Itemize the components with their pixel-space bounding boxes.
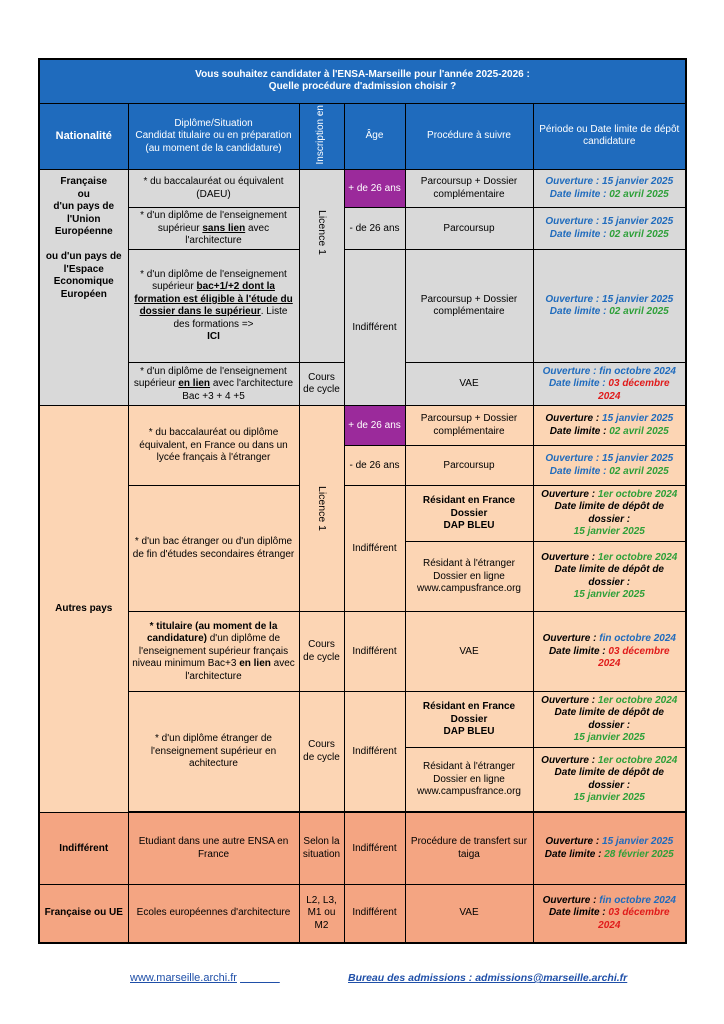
header-periode: Période ou Date limite de dépôt candidature <box>533 103 686 170</box>
g1-r2-dip-a: * d'un diplôme de l'enseignement supérieur <box>140 210 287 234</box>
g2-r2-proc: Parcoursup <box>405 446 533 486</box>
g2-r5-lim: 03 décembre 2024 <box>598 645 670 670</box>
g1-nationalite <box>39 170 128 406</box>
label-ouverture: Ouverture : <box>545 293 600 305</box>
label-ouverture: Ouverture : <box>541 694 596 706</box>
g3-age: Indifférent <box>344 813 405 885</box>
header-nationalite: Nationalité <box>39 103 128 170</box>
g2-r4-proc-c[interactable]: www.campusfrance.org <box>417 583 521 595</box>
g2-r6-age: Indifférent <box>344 692 405 812</box>
table-row <box>39 406 686 446</box>
header-inscription <box>299 103 344 170</box>
g2-r7-proc-c[interactable]: www.campusfrance.org <box>417 786 521 798</box>
g1-nat-d: ou d'un pays de l'Espace Economique Européen <box>45 251 122 300</box>
g2-r1-age: + de 26 ans <box>344 406 405 446</box>
g4-dates <box>533 885 686 943</box>
g4-age: Indifférent <box>344 885 405 943</box>
g2-r1-proc: Parcoursup + Dossier complémentaire <box>405 406 533 446</box>
g2-r7-proc-a: Résidant à l'étranger <box>423 761 515 773</box>
label-date-limite-depot: Date limite de dépôt de dossier : <box>554 707 664 731</box>
g2-r4-ouv: 1er octobre 2024 <box>597 551 678 563</box>
g2-r4-lim: 15 janvier 2025 <box>573 589 645 601</box>
label-ouverture: Ouverture : <box>545 836 600 848</box>
g4-diplome: Ecoles européennes d'architecture <box>128 885 299 943</box>
g2-r6-lim: 15 janvier 2025 <box>573 732 645 744</box>
g2-r5-dip-c: en lien <box>239 658 271 670</box>
g2-r1-dates <box>533 406 686 446</box>
g1-r2-dip-c: avec l'architecture <box>185 222 270 247</box>
header-age: Âge <box>344 103 405 170</box>
footer-admissions <box>348 972 627 984</box>
g2-r3-proc-a: Résidant en France <box>422 495 516 507</box>
g2-r7-lim: 15 janvier 2025 <box>573 792 645 804</box>
g1-r1-dates <box>533 170 686 208</box>
g2-r5-age: Indifférent <box>344 612 405 692</box>
g2-r5-dip-a: * titulaire (au moment de la candidature) <box>146 620 278 645</box>
g1-nat-c: d'un pays de l'Union Européenne <box>53 201 115 238</box>
website-underline <box>240 972 280 984</box>
g2-r5-ouv: fin octobre 2024 <box>599 633 676 645</box>
label-date-limite-depot: Date limite de dépôt de dossier : <box>554 501 664 525</box>
table-row <box>39 208 686 250</box>
g1-r4-lim: 03 décembre 2024 <box>598 378 670 402</box>
table-row <box>39 486 686 542</box>
g1-r3-age: Indifférent <box>344 250 405 406</box>
label-ouverture: Ouverture : <box>541 754 596 766</box>
header-procedure: Procédure à suivre <box>405 103 533 170</box>
g2-r2-age: - de 26 ans <box>344 446 405 486</box>
g2-r3-lim: 15 janvier 2025 <box>573 526 645 538</box>
g2-r5-diplome <box>128 612 299 692</box>
table-title <box>39 59 686 103</box>
g2-r6-proc <box>405 692 533 748</box>
g2-cours-cycle-b: Cours de cycle <box>299 692 344 812</box>
g2-inscription <box>299 406 344 612</box>
g1-r2-proc: Parcoursup <box>405 208 533 250</box>
g1-r2-age: - de 26 ans <box>344 208 405 250</box>
label-date-limite: Date limite : <box>548 645 606 657</box>
label-date-limite: Date limite : <box>544 848 602 860</box>
g2-r3-ouv: 1er octobre 2024 <box>597 488 678 500</box>
label-date-limite-depot: Date limite de dépôt de dossier : <box>554 564 664 588</box>
g1-r3-ouv: 15 janvier 2025 <box>602 293 674 305</box>
g2-r7-proc-b: Dossier en ligne <box>433 773 505 785</box>
label-date-limite: Date limite : <box>549 228 607 240</box>
label-date-limite: Date limite : <box>549 465 607 477</box>
g2-r7-proc <box>405 748 533 812</box>
header-diplome-sub: Candidat titulaire ou en préparation (au moment de la candidature) <box>135 130 292 154</box>
g2-r5-dates <box>533 612 686 692</box>
g4-nationalite: Française ou UE <box>39 885 128 943</box>
g1-r1-ouv: 15 janvier 2025 <box>602 176 674 188</box>
g2-r3-proc <box>405 486 533 542</box>
g2-r3-dates <box>533 486 686 542</box>
title-line1: Vous souhaitez candidater à l'ENSA-Marseille pour l'année 2025-2026 : <box>195 68 530 80</box>
g1-nat-b: ou <box>77 188 90 200</box>
g2-r4-proc-a: Résidant à l'étranger <box>423 558 515 570</box>
g1-r2-dip-b: sans lien <box>202 222 246 234</box>
g1-r2-diplome <box>128 208 299 250</box>
g2-r7-dates <box>533 748 686 812</box>
header-diplome-title: Diplôme/Situation <box>174 117 253 129</box>
admissions-link[interactable]: Bureau des admissions : admissions@marseille.archi.fr <box>348 972 628 984</box>
table-row <box>39 813 686 885</box>
g2-r1-ouv: 15 janvier 2025 <box>602 413 674 425</box>
label-ouverture: Ouverture : <box>542 365 597 377</box>
label-ouverture: Ouverture : <box>541 551 596 563</box>
g1-nat-a: Française <box>60 176 108 188</box>
g1-r3-diplome <box>128 250 299 363</box>
label-date-limite: Date limite : <box>549 306 607 318</box>
label-date-limite: Date limite : <box>549 425 607 437</box>
g1-r3-dip-a: * d'un diplôme de l'enseignement supérieur <box>140 268 287 293</box>
header-inscription-text: Inscription en <box>315 104 327 164</box>
g1-r1-lim: 02 avril 2025 <box>609 188 669 200</box>
footer-website <box>130 972 280 984</box>
g2-r3-age: Indifférent <box>344 486 405 612</box>
g2-r6-diplome: * d'un diplôme étranger de l'enseignement supérieur en achitecture <box>128 692 299 812</box>
label-ouverture: Ouverture : <box>545 216 600 228</box>
g2-r5-dip-b: d'un diplôme de l'enseignement supérieur français niveau minimum Bac+3 <box>132 633 289 670</box>
g2-licence: Licence 1 <box>316 486 329 532</box>
g3-dates <box>533 813 686 885</box>
g1-r4-dates <box>533 363 686 406</box>
g1-r3-dates <box>533 250 686 363</box>
g2-r6-proc-c: DAP BLEU <box>443 726 495 738</box>
table-row <box>39 885 686 943</box>
table-row <box>39 250 686 363</box>
g4-inscription: L2, L3, M1 ou M2 <box>299 885 344 943</box>
label-date-limite-depot: Date limite de dépôt de dossier : <box>554 767 664 791</box>
label-ouverture: Ouverture : <box>545 413 600 425</box>
g1-r4-dip-b: en lien <box>178 378 211 390</box>
g1-r2-ouv: 15 janvier 2025 <box>602 216 674 228</box>
g1-r4-dip-a: * d'un diplôme de l'enseignement supérieur <box>133 365 287 390</box>
g2-r5-dip-d: avec l'architecture <box>185 658 295 682</box>
admission-table <box>38 58 687 944</box>
g2-cours-cycle-a: Cours de cycle <box>299 612 344 692</box>
label-ouverture: Ouverture : <box>545 176 600 188</box>
g3-nationalite: Indifférent <box>39 813 128 885</box>
g2-r1-diplome: * du baccalauréat ou diplôme équivalent, en France ou dans un lycée français à l'étranger <box>128 406 299 486</box>
g3-proc: Procédure de transfert sur taiga <box>405 813 533 885</box>
g4-ouv: fin octobre 2024 <box>599 894 676 906</box>
g1-r1-diplome: * du baccalauréat ou équivalent (DAEU) <box>128 170 299 208</box>
g1-r4-ouv: fin octobre 2024 <box>599 365 676 377</box>
g3-diplome: Etudiant dans une autre ENSA en France <box>128 813 299 885</box>
g2-r1-lim: 02 avril 2025 <box>609 425 669 437</box>
g1-r3-lim: 02 avril 2025 <box>609 306 669 318</box>
label-date-limite: Date limite : <box>549 188 607 200</box>
g2-r6-proc-a: Résidant en France <box>422 701 516 713</box>
g2-r3-proc-c: DAP BLEU <box>443 520 495 532</box>
g1-r4-proc: VAE <box>405 363 533 406</box>
label-ouverture: Ouverture : <box>542 894 597 906</box>
title-line2: Quelle procédure d'admission choisir ? <box>268 81 457 93</box>
g1-licence: Licence 1 <box>316 210 329 256</box>
label-ouverture: Ouverture : <box>542 633 597 645</box>
g1-r1-age: + de 26 ans <box>344 170 405 208</box>
table-row <box>39 692 686 748</box>
g2-r3-proc-b: Dossier <box>450 507 488 519</box>
g1-inscription <box>299 170 344 363</box>
table-row <box>39 170 686 208</box>
g3-lim: 28 février 2025 <box>604 848 674 860</box>
g2-r2-dates <box>533 446 686 486</box>
label-date-limite: Date limite : <box>548 378 606 390</box>
g2-r7-ouv: 1er octobre 2024 <box>597 754 678 766</box>
g2-r3-diplome: * d'un bac étranger ou d'un diplôme de fin d'études secondaires étranger <box>128 486 299 612</box>
g2-r4-proc-b: Dossier en ligne <box>433 570 505 582</box>
g1-r3-ici-link[interactable]: ICI <box>207 331 220 343</box>
g1-r4-diplome <box>128 363 299 406</box>
g3-inscription: Selon la situation <box>299 813 344 885</box>
g1-r3-dip-c: . Liste des formations => <box>173 306 288 330</box>
g1-r3-proc: Parcoursup + Dossier complémentaire <box>405 250 533 363</box>
g1-r3-dip-b: bac+1/+2 dont la formation est éligible à l'étude du dossier dans le supérieur <box>134 281 293 318</box>
label-date-limite: Date limite : <box>548 907 606 919</box>
g2-r6-dates <box>533 692 686 748</box>
g2-r5-proc: VAE <box>405 612 533 692</box>
g1-r2-dates <box>533 208 686 250</box>
g4-proc: VAE <box>405 885 533 943</box>
website-link[interactable]: www.marseille.archi.fr <box>130 972 237 984</box>
g4-lim: 03 décembre 2024 <box>598 907 670 931</box>
label-ouverture: Ouverture : <box>541 488 596 500</box>
label-ouverture: Ouverture : <box>545 453 600 465</box>
g2-r6-ouv: 1er octobre 2024 <box>597 694 678 706</box>
g2-r6-proc-b: Dossier <box>450 713 488 725</box>
table-row <box>39 612 686 692</box>
g2-r4-dates <box>533 542 686 612</box>
g2-r2-ouv: 15 janvier 2025 <box>602 453 674 465</box>
g1-r2-lim: 02 avril 2025 <box>609 228 669 240</box>
g3-ouv: 15 janvier 2025 <box>602 836 674 848</box>
header-diplome <box>128 103 299 170</box>
g1-r1-proc: Parcoursup + Dossier complémentaire <box>405 170 533 208</box>
g2-nationalite: Autres pays <box>39 406 128 813</box>
g1-cours-cycle: Cours de cycle <box>299 363 344 406</box>
g2-r2-lim: 02 avril 2025 <box>609 465 669 477</box>
g2-r4-proc <box>405 542 533 612</box>
g1-r4-dip-c: avec l'architecture Bac +3 + 4 +5 <box>182 378 294 402</box>
